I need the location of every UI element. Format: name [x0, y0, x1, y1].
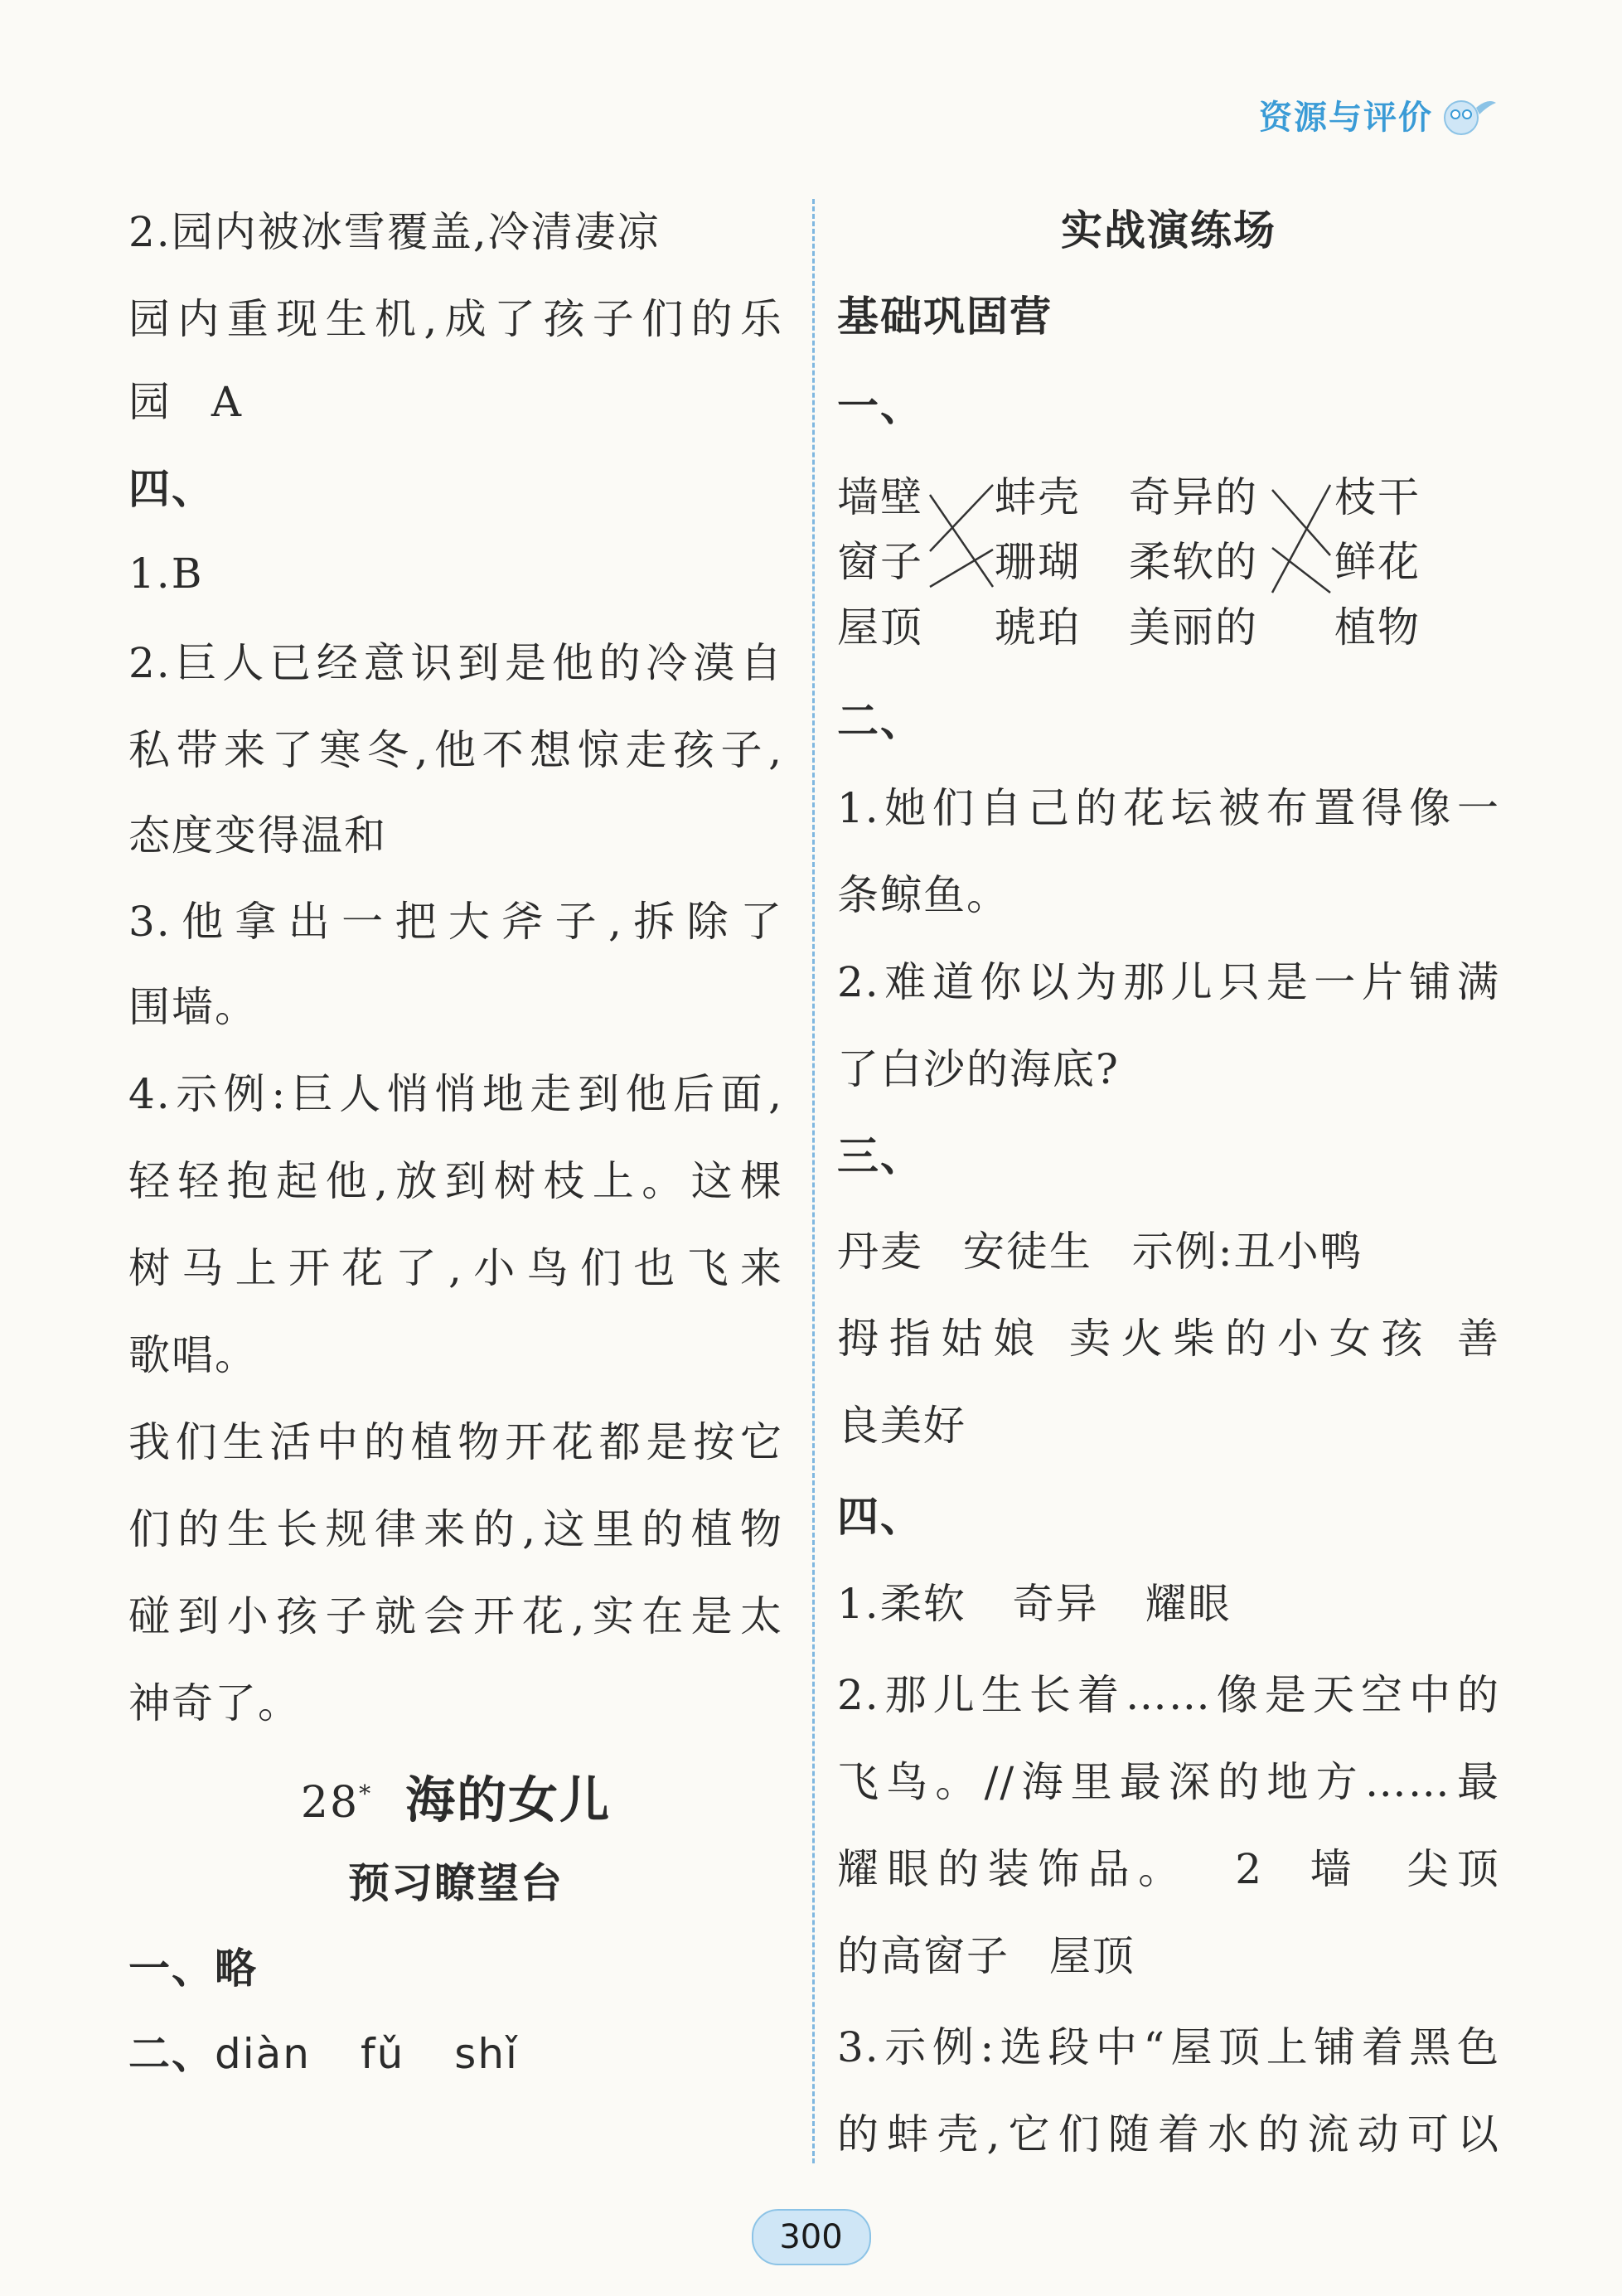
answer-line: 态度变得温和 [128, 811, 387, 860]
header-brand [1259, 90, 1498, 139]
match-item: 墙壁 [837, 473, 923, 521]
answer-line: 3.他拿出一把大斧子,拆除了 [128, 898, 783, 946]
lesson-number: 28* [300, 1778, 373, 1829]
answer-line: 拇指姑娘 卖火柴的小女孩 善 [837, 1315, 1500, 1363]
answer-line: 我们生活中的植物开花都是按它 [128, 1418, 783, 1466]
answer-line: 3.示例:选段中“屋顶上铺着黑色 [837, 2023, 1500, 2071]
match-item: 植物 [1334, 603, 1421, 652]
answer-line: 良美好 [837, 1402, 966, 1450]
owl-mascot-icon [1438, 90, 1498, 139]
answer-line: 条鲸鱼。 [837, 871, 1010, 919]
answer-line: 的蚌壳,它们随着水的流动可以 [837, 2110, 1500, 2158]
answer-line: 2.难道你以为那儿只是一片铺满 [837, 958, 1500, 1006]
question-number: 二、 [837, 697, 923, 745]
question-number: 四、 [128, 465, 215, 513]
match-item: 柔软的 [1129, 538, 1258, 586]
question-number: 三、 [837, 1132, 923, 1180]
section-title: 实战演练场 [1061, 206, 1276, 254]
answer-line: 轻轻抱起他,放到树枝上。这棵 [128, 1157, 783, 1205]
page-number: 300 [752, 2209, 871, 2265]
pinyin-word: shǐ [454, 2030, 519, 2078]
answer-line: 2.园内被冰雪覆盖,冷清凄凉 [128, 208, 661, 256]
answer-line: 4.示例:巨人悄悄地走到他后面, [128, 1070, 783, 1118]
answer-line: 2.巨人已经意识到是他的冷漠自 [128, 639, 783, 687]
answer-line: 1.B [128, 550, 204, 598]
answer-line: 园内重现生机,成了孩子们的乐 [128, 295, 783, 343]
header-brand-text: 资源与评价 [1259, 98, 1433, 137]
question-number: 一、 [837, 382, 923, 430]
match-item: 珊瑚 [995, 538, 1081, 586]
answer-line: 围墙。 [128, 983, 258, 1031]
lesson-name: 海的女儿 [405, 1771, 612, 1830]
section-title: 预习瞭望台 [348, 1859, 564, 1907]
match-item: 窗子 [837, 538, 923, 586]
match-item: 屋顶 [837, 603, 923, 652]
match-item: 蚌壳 [995, 473, 1081, 521]
answer-line: 1.她们自己的花坛被布置得像一 [837, 784, 1500, 832]
match-item: 奇异的 [1129, 473, 1258, 521]
match-item: 琥珀 [995, 603, 1081, 652]
matching-exercise [837, 460, 1500, 659]
question-number: 二、 [128, 2030, 215, 2078]
answer-line: 1.柔软 奇异 耀眼 [837, 1580, 1232, 1628]
question-line: 一、略 [128, 1945, 258, 1993]
answer-line: 飞鸟。//海里最深的地方……最 [837, 1758, 1500, 1806]
question-number: 四、 [837, 1493, 923, 1541]
answer-line: 了白沙的海底? [837, 1045, 1120, 1093]
match-item: 美丽的 [1129, 603, 1258, 652]
subsection-title: 基础巩固营 [837, 293, 1053, 341]
answer-line: 们的生长规律来的,这里的植物 [128, 1505, 783, 1553]
lesson-title [128, 1766, 783, 1832]
pinyin-word: fǔ [360, 2030, 405, 2078]
match-item: 鲜花 [1334, 538, 1421, 586]
answer-line: 歌唱。 [128, 1331, 258, 1379]
answer-line: 2.那儿生长着……像是天空中的 [837, 1671, 1500, 1719]
answer-line: 的高窗子 屋顶 [837, 1932, 1135, 1980]
answer-line: 耀眼的装饰品。 2 墙 尖顶 [837, 1845, 1500, 1893]
answer-line: 园 A [128, 378, 244, 426]
pinyin-line [128, 2029, 519, 2079]
answer-line: 丹麦 安徒生 示例:丑小鸭 [837, 1228, 1363, 1276]
answer-line: 树马上开花了,小鸟们也飞来 [128, 1244, 783, 1292]
pinyin-word: diàn [215, 2030, 311, 2078]
answer-line: 私带来了寒冬,他不想惊走孩子, [128, 726, 783, 774]
answer-line: 碰到小孩子就会开花,实在是太 [128, 1592, 783, 1640]
answer-line: 神奇了。 [128, 1679, 301, 1727]
match-item: 枝干 [1334, 473, 1421, 521]
column-divider [812, 199, 815, 2163]
